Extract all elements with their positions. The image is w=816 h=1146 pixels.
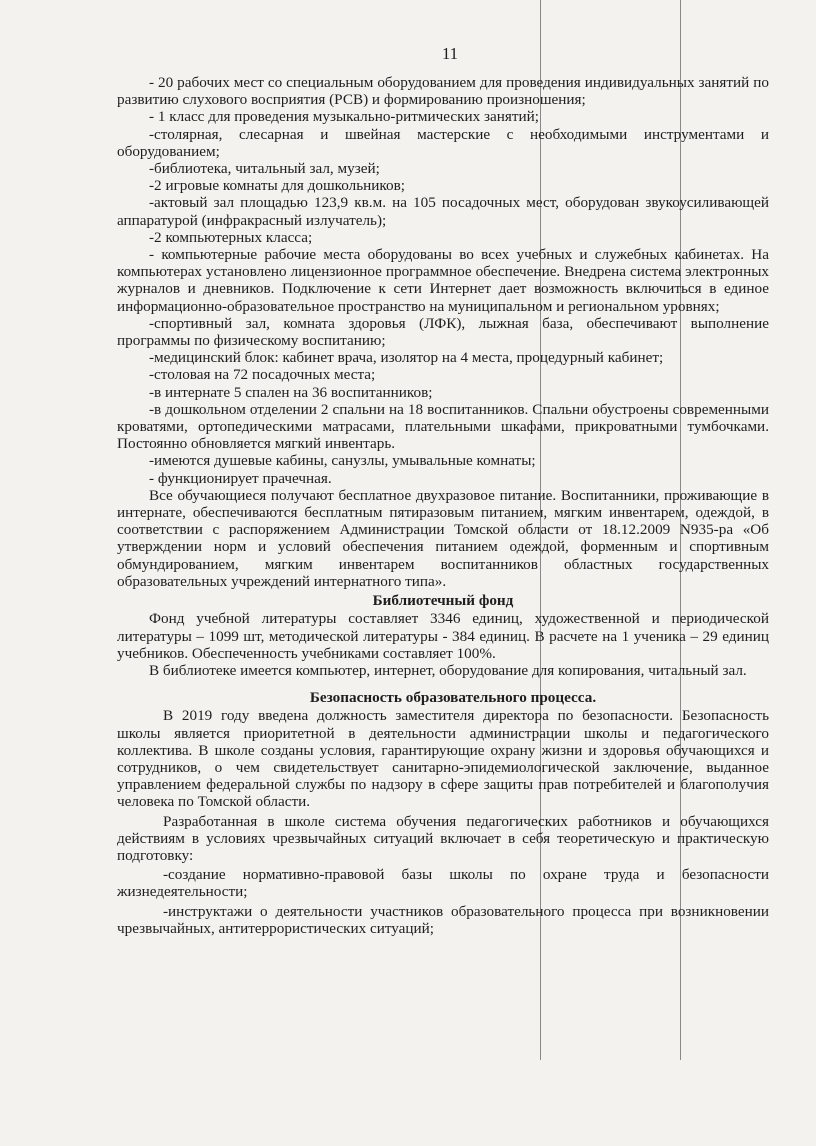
paragraph: -спортивный зал, комната здоровья (ЛФК), лыжная база, обеспечивают выполнение программы по физическому воспитанию; xyxy=(117,314,769,350)
paragraph: -2 игровые комнаты для дошкольников; xyxy=(149,177,405,195)
paragraph: -2 компьютерных класса; xyxy=(149,228,313,246)
paragraph: -в интернате 5 спален на 36 воспитанников; xyxy=(149,383,433,401)
safety-paragraph: Разработанная в школе система обучения педагогических работников и обучающихся действиям в условиях чрезвычайных ситуаций включает в себя теоретическую и практическую подготовку: xyxy=(117,812,769,864)
paragraph: -медицинский блок: кабинет врача, изолятор на 4 места, процедурный кабинет; xyxy=(149,349,664,367)
paragraph: Все обучающиеся получают бесплатное двухразовое питание. Воспитанники, проживающие в интернате, обеспечиваются бесплатным пятиразовым питанием, мягким инвентарем, одеждой, в соответствии с распоряжением Администрации Томской области от 18.12.2009 N935-ра «Об утверждении норм и условий обеспечения питанием одеждой, форменным и спортивным обмундированием, мягким инвентарем воспитанников областных государственных образовательных учреждений интернатного типа». xyxy=(117,486,769,590)
paragraph: - компьютерные рабочие места оборудованы во всех учебных и служебных кабинетах. На компьютерах установлено лицензионное программное обеспечение. Внедрена система электронных журналов и дневников. Подключение к сети Интернет дает возможность включиться в единое информационно-образовательное пространство на муниципальном и региональном уровнях; xyxy=(117,246,769,315)
library-paragraph: В библиотеке имеется компьютер, интернет, оборудование для копирования, читальный зал. xyxy=(149,661,747,679)
safety-paragraph: -создание нормативно-правовой базы школы по охране труда и безопасности жизнедеятельности; xyxy=(117,866,769,901)
safety-paragraph: В 2019 году введена должность заместителя директора по безопасности. Безопасность школы является приоритетной в деятельности администрации школы и педагогического коллектива. В школе созданы условия, гарантирующие охрану жизни и здоровья обучающихся и сотрудников, о чем свидетельствует санитарно-эпидемиологической заключение, выданное управлением федеральной службы по надзору в сфере защиты прав потребителей и благополучия человека по Томской области. xyxy=(117,707,769,811)
paragraph: -столовая на 72 посадочных места; xyxy=(149,366,376,384)
paragraph: -имеются душевые кабины, санузлы, умывальные комнаты; xyxy=(149,452,536,470)
safety-paragraph: -инструктажи о деятельности участников образовательного процесса при возникновении чрезвычайных, антитеррористических ситуаций; xyxy=(117,902,769,937)
page-number: 11 xyxy=(441,44,459,63)
library-paragraph: Фонд учебной литературы составляет 3346 единиц, художественной и периодической литературы – 1099 шт, методической литературы - 384 единиц. В расчете на 1 ученика – 29 единиц учебников. Обеспеченность учебниками составляет 100%. xyxy=(117,610,769,662)
paragraph: -библиотека, читальный зал, музей; xyxy=(149,160,380,178)
paragraph: - 20 рабочих мест со специальным оборудованием для проведения индивидуальных занятий по развитию слухового восприятия (РСВ) и формированию произношения; xyxy=(117,74,769,109)
paragraph: - 1 класс для проведения музыкально-ритмических занятий; xyxy=(149,108,539,126)
paragraph: - функционирует прачечная. xyxy=(149,469,332,487)
paragraph: -в дошкольном отделении 2 спальни на 18 воспитанников. Спальни обустроены современными кроватями, ортопедическими матрасами, плательными шкафами, прикроватными тумбочками. Постоянно обновляется мягкий инвентарь. xyxy=(117,400,769,453)
page-body xyxy=(117,74,769,937)
safety-heading: Безопасность образовательного процесса. xyxy=(309,689,597,707)
paragraph: -актовый зал площадью 123,9 кв.м. на 105 посадочных мест, оборудован звукоусиливающей аппаратурой (инфракрасный излучатель); xyxy=(117,194,769,229)
library-heading: Библиотечный фонд xyxy=(372,592,514,610)
paragraph: -столярная, слесарная и швейная мастерские с необходимыми инструментами и оборудованием; xyxy=(117,125,769,160)
